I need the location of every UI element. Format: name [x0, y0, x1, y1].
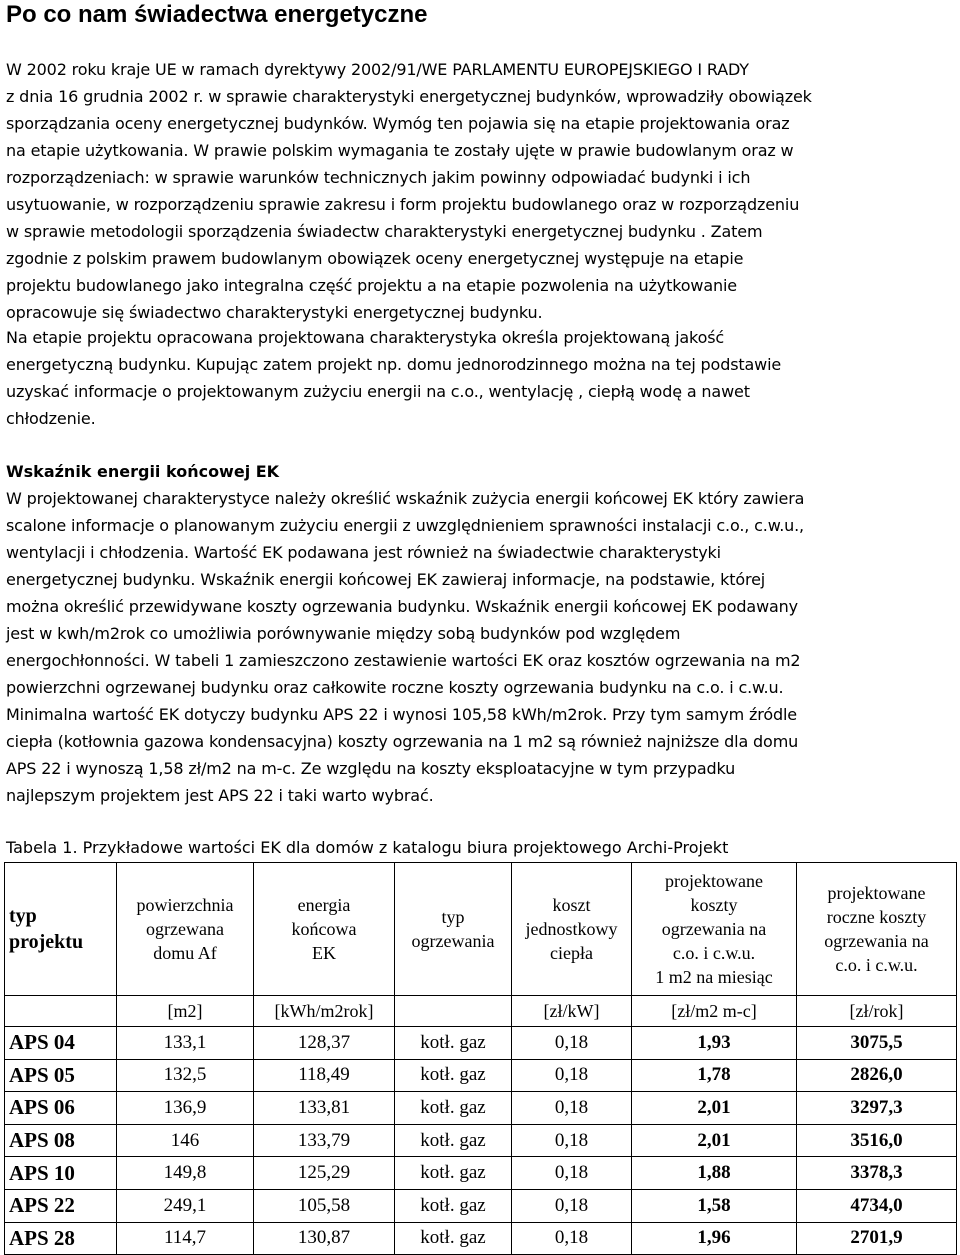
text-line: na etapie użytkowania. W prawie polskim wymagania te zostały ujęte w prawie budowlanym oraz w: [6, 141, 794, 160]
table-cell: 0,18: [512, 1092, 632, 1125]
text-line: jest w kwh/m2rok co umożliwia porównywanie między sobą budynków pod względem: [6, 624, 681, 643]
table-unit-cell: [kWh/m2rok]: [254, 996, 395, 1027]
table-header-cell: [254, 863, 395, 996]
table-caption: Tabela 1. Przykładowe wartości EK dla domów z katalogu biura projektowego Archi-Projekt: [6, 838, 729, 857]
header-line: końcowa: [291, 919, 357, 939]
table-row: [5, 1027, 957, 1060]
text-line: APS 22 i wynoszą 1,58 zł/m2 na m-c. Ze względu na koszty eksploatacyjne w tym przypadku: [6, 759, 736, 778]
table-unit-cell: [zł/rok]: [797, 996, 957, 1027]
text-line: wentylacji i chłodzenia. Wartość EK podawana jest również na świadectwie charakterystyki: [6, 543, 721, 562]
table-cell: 0,18: [512, 1222, 632, 1255]
table-row: [5, 1189, 957, 1222]
table-header-cell: [797, 863, 957, 996]
text-line: sporządzania oceny energetycznej budynków. Wymóg ten pojawia się na etapie projektowania oraz: [6, 114, 790, 133]
table-units-row: [5, 996, 957, 1027]
table-cell: kotł. gaz: [395, 1222, 512, 1255]
table-cell: 0,18: [512, 1189, 632, 1222]
table-cell: 0,18: [512, 1157, 632, 1190]
table-unit-cell: [m2]: [117, 996, 254, 1027]
table-cell: kotł. gaz: [395, 1124, 512, 1157]
text-line: ciepła (kotłownia gazowa kondensacyjna) koszty ogrzewania na 1 m2 są również najniższe dla domu: [6, 732, 799, 751]
project-name-cell: APS 04: [5, 1027, 117, 1060]
table-cell: 2701,9: [797, 1222, 957, 1255]
table-cell: kotł. gaz: [395, 1092, 512, 1125]
table-cell: 0,18: [512, 1027, 632, 1060]
table-cell: 3075,5: [797, 1027, 957, 1060]
table-header-cell: [117, 863, 254, 996]
text-line: Na etapie projektu opracowana projektowana charakterystyka określa projektowaną jakość: [6, 328, 725, 347]
table-cell: 125,29: [254, 1157, 395, 1190]
header-line: domu Af: [153, 943, 217, 963]
table-row: [5, 1157, 957, 1190]
table-header-cell: [512, 863, 632, 996]
header-line: energia: [297, 895, 351, 915]
header-line: ogrzewania na: [661, 919, 767, 939]
table-cell: 118,49: [254, 1059, 395, 1092]
section-paragraph: [6, 485, 956, 809]
project-name-cell: APS 10: [5, 1157, 117, 1190]
table-row: [5, 1222, 957, 1255]
text-line: z dnia 16 grudnia 2002 r. w sprawie charakterystyki energetycznej budynków, wprowadziły obowiązek: [6, 87, 812, 106]
page-title: Po co nam świadectwa energetyczne: [6, 1, 428, 28]
table-cell: 4734,0: [797, 1189, 957, 1222]
header-line: powierzchnia: [136, 895, 234, 915]
table-cell: 0,18: [512, 1059, 632, 1092]
project-name-cell: APS 06: [5, 1092, 117, 1125]
table-cell: 105,58: [254, 1189, 395, 1222]
header-line: typ: [441, 907, 465, 927]
table-cell: 2,01: [632, 1092, 797, 1125]
project-name-cell: APS 05: [5, 1059, 117, 1092]
table-header-cell: [5, 863, 117, 996]
table-cell: 0,18: [512, 1124, 632, 1157]
table-row: [5, 1092, 957, 1125]
table-cell: 3297,3: [797, 1092, 957, 1125]
text-line: zgodnie z polskim prawem budowlanym obowiązek oceny energetycznej występuje na etapie: [6, 249, 744, 268]
header-line: 1 m2 na miesiąc: [655, 967, 773, 987]
header-line: typ: [9, 905, 37, 927]
header-line: ciepła: [550, 943, 593, 963]
table-header-cell: [395, 863, 512, 996]
header-line: ogrzewania na: [824, 931, 929, 951]
text-line: rozporządzeniach: w sprawie warunków technicznych jakim powinny odpowiadać budynki i ich: [6, 168, 751, 187]
table-cell: 132,5: [117, 1059, 254, 1092]
table-cell: 1,58: [632, 1189, 797, 1222]
header-line: jednostkowy: [525, 919, 618, 939]
text-line: najlepszym projektem jest APS 22 i taki warto wybrać.: [6, 786, 434, 805]
table-cell: 2,01: [632, 1124, 797, 1157]
text-line: W projektowanej charakterystyce należy określić wskaźnik zużycia energii końcowej EK który zawiera: [6, 489, 805, 508]
table-unit-cell: [5, 996, 117, 1027]
table-cell: 128,37: [254, 1027, 395, 1060]
section-heading: Wskaźnik energii końcowej EK: [6, 462, 280, 481]
text-line: energetyczną budynku. Kupując zatem projekt np. domu jednorodzinnego można na tej podstawie: [6, 355, 782, 374]
header-line: EK: [312, 943, 336, 963]
header-line: projektu: [9, 931, 84, 953]
header-line: ogrzewana: [146, 919, 224, 939]
table-cell: 249,1: [117, 1189, 254, 1222]
table-unit-cell: [zł/kW]: [512, 996, 632, 1027]
header-line: c.o. i c.w.u.: [672, 943, 756, 963]
table-cell: 133,79: [254, 1124, 395, 1157]
text-line: W 2002 roku kraje UE w ramach dyrektywy 2002/91/WE PARLAMENTU EUROPEJSKIEGO I RADY: [6, 60, 749, 79]
text-line: energetycznej budynku. Wskaźnik energii końcowej EK zawieraj informacje, na podstawie, której: [6, 570, 766, 589]
second-paragraph: [6, 324, 956, 432]
table-cell: 3378,3: [797, 1157, 957, 1190]
table-cell: 133,1: [117, 1027, 254, 1060]
table-header-row: [5, 863, 957, 996]
text-line: uzyskać informacje o projektowanym zużyciu energii na c.o., wentylację , ciepłą wodę a nawet: [6, 382, 750, 401]
table-cell: 136,9: [117, 1092, 254, 1125]
intro-paragraph: [6, 56, 956, 326]
project-name-cell: APS 08: [5, 1124, 117, 1157]
text-line: projektu budowlanego jako integralna część projektu a na etapie pozwolenia na użytkowanie: [6, 276, 737, 295]
table-cell: 1,78: [632, 1059, 797, 1092]
table-cell: 2826,0: [797, 1059, 957, 1092]
table-cell: 146: [117, 1124, 254, 1157]
table-cell: 114,7: [117, 1222, 254, 1255]
header-line: projektowane: [665, 871, 763, 891]
table-cell: 1,88: [632, 1157, 797, 1190]
header-line: koszty: [690, 895, 738, 915]
table-cell: 133,81: [254, 1092, 395, 1125]
table-cell: 3516,0: [797, 1124, 957, 1157]
project-name-cell: APS 22: [5, 1189, 117, 1222]
text-line: można określić przewidywane koszty ogrzewania budynku. Wskaźnik energii końcowej EK podawany: [6, 597, 798, 616]
table-cell: kotł. gaz: [395, 1189, 512, 1222]
table-cell: kotł. gaz: [395, 1059, 512, 1092]
text-line: w sprawie metodologii sporządzenia świadectw charakterystyki energetycznej budynku . Zatem: [6, 222, 763, 241]
table-row: [5, 1124, 957, 1157]
text-line: powierzchni ogrzewanej budynku oraz całkowite roczne koszty ogrzewania budynku na c.o. i c.w.u.: [6, 678, 784, 697]
project-name-cell: APS 28: [5, 1222, 117, 1255]
text-line: energochłonności. W tabeli 1 zamieszczono zestawienie wartości EK oraz kosztów ogrzewania na m2: [6, 651, 801, 670]
table-cell: 149,8: [117, 1157, 254, 1190]
header-line: c.o. i c.w.u.: [835, 955, 918, 975]
table-unit-cell: [zł/m2 m-c]: [632, 996, 797, 1027]
table-cell: kotł. gaz: [395, 1027, 512, 1060]
text-line: Minimalna wartość EK dotyczy budynku APS 22 i wynosi 105,58 kWh/m2rok. Przy tym samym źródle: [6, 705, 797, 724]
header-line: roczne koszty: [826, 907, 927, 927]
table-unit-cell: [395, 996, 512, 1027]
header-line: koszt: [552, 895, 591, 915]
header-line: projektowane: [827, 883, 926, 903]
ek-table: [4, 862, 957, 1255]
table-header-cell: [632, 863, 797, 996]
table-cell: 1,93: [632, 1027, 797, 1060]
table-cell: kotł. gaz: [395, 1157, 512, 1190]
text-line: usytuowanie, w rozporządzeniu sprawie zakresu i form projektu budowlanego oraz w rozporządzeniu: [6, 195, 800, 214]
text-line: chłodzenie.: [6, 409, 96, 428]
text-line: scalone informacje o planowanym zużyciu energii z uwzględnieniem sprawności instalacji c.o., c.w.u.,: [6, 516, 804, 535]
table-cell: 1,96: [632, 1222, 797, 1255]
table-cell: 130,87: [254, 1222, 395, 1255]
table-row: [5, 1059, 957, 1092]
text-line: opracowuje się świadectwo charakterystyki energetycznej budynku.: [6, 303, 543, 322]
header-line: ogrzewania: [411, 931, 495, 951]
